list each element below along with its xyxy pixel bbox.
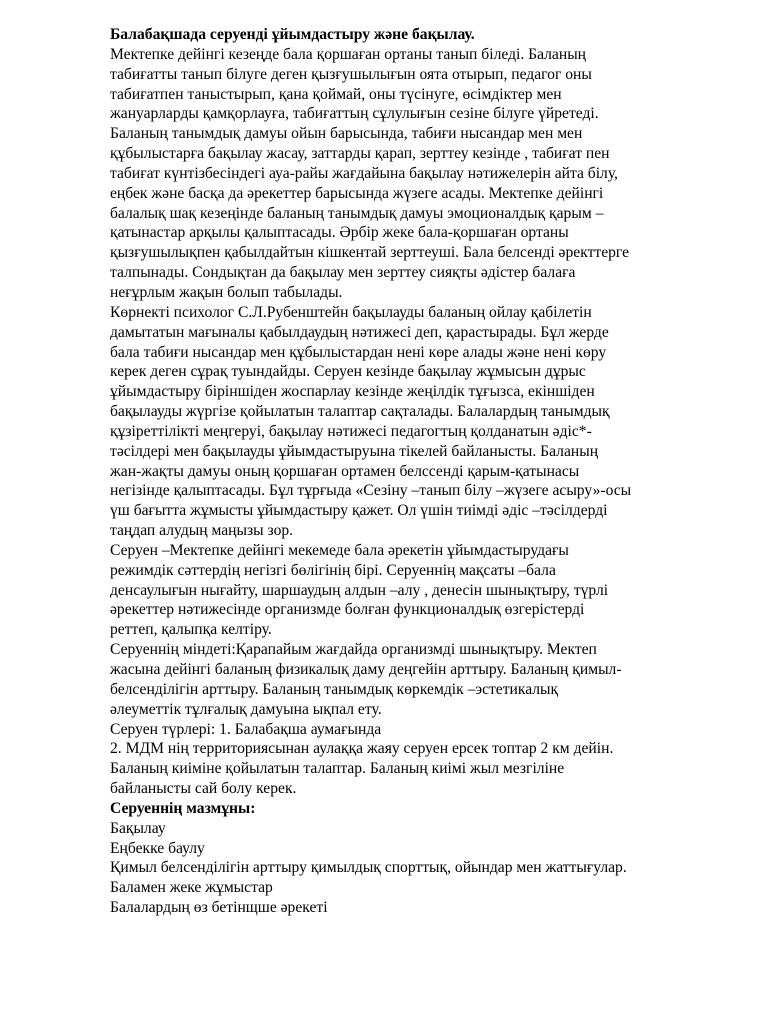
text-line: жан-жақты дамуы оның қоршаған ортамен белссенді қарым-қатынасы — [110, 462, 580, 480]
document-title: Балабақшада серуенді ұйымдастыру және бақылау. — [110, 26, 475, 43]
list-item: Еңбекке баулу — [110, 839, 205, 857]
text-line: Баланың киіміне қойылатын талаптар. Баланың киімі жыл мезгіліне — [110, 760, 565, 778]
text-line: табиғатпен таныстырып, қана қоймай, оны түсінуге, өсімдіктер мен — [110, 85, 562, 103]
text-line: дамытатын мағыналы қабылдаудың нәтижесі деп, қарастырады. Бұл жерде — [110, 323, 609, 341]
paragraph-walk-types — [110, 720, 730, 740]
text-line: Серуен –Мектепке дейінгі мекемеде бала әрекетін ұйымдастырудағы — [110, 541, 569, 559]
paragraph-walk-tasks — [110, 640, 730, 719]
text-line: талпынады. Сондықтан да бақылау мен зерттеу сияқты әдістер балаға — [110, 264, 576, 282]
list-item: Бақылау — [110, 819, 166, 837]
list-item: Баламен жеке жұмыстар — [110, 879, 273, 897]
list-item: Балалардың өз бетінщше әрекеті — [110, 899, 328, 917]
paragraph-walk-definition — [110, 541, 730, 640]
text-line: табиғатты танып білуге деген қызғушылығын оята отырып, педагог оны — [110, 65, 592, 83]
paragraph-rubenstein — [110, 303, 730, 541]
text-line: жасына дейінгі баланың физикалық даму деңгейін арттыру. Баланың қимыл- — [110, 661, 622, 678]
text-line: бақылауды жүргізе қойылатын талаптар сақталады. Балалардың танымдық — [110, 403, 610, 421]
text-line: Серуен түрлері: 1. Балабақша аумағында — [110, 720, 382, 738]
text-line: жануарларды қамқорлауға, табиғаттың сұлулығын сезіне білуге үйретеді. — [110, 105, 599, 123]
text-line: Көрнекті психолог С.Л.Рубенштейн бақылауды баланың ойлау қабілетін — [110, 303, 592, 321]
text-line: 2. МДМ нің территориясынан аулаққа жаяу серуен ерсек топтар 2 км дейін. — [110, 740, 614, 758]
text-line: денсаулығын нығайту, шаршаудың алдын –алу , денесін шынықтыру, түрлі — [110, 581, 609, 599]
content-heading: Серуеннің мазмұны: — [110, 799, 256, 817]
paragraph-intro — [110, 45, 730, 303]
text-line: реттеп, қалыпқа келтіру. — [110, 621, 272, 639]
list-item: Қимыл белсенділігін арттыру қимылдық спорттық, ойындар мен жаттығулар. — [110, 859, 627, 877]
text-line: балалық шақ кезеңінде баланың танымдық дамуы эмоционалдық қарым – — [110, 204, 604, 222]
text-line: байланысты сай болу керек. — [110, 780, 297, 798]
text-line: табиғат күнтізбесіндегі ауа-райы жағдайына бақылау нәтижелерін айта білу, — [110, 164, 618, 182]
text-line: керек деген сұрақ туындайды. Серуен кезінде бақылау жұмысын дұрыс — [110, 363, 586, 381]
text-line: қатынастар арқылы қалыптасады. Әрбір жеке бала-қоршаған ортаны — [110, 224, 569, 242]
text-line: ұйымдастыру біріншіден жоспарлау кезінде жеңілдік тұғызса, екіншіден — [110, 383, 595, 401]
text-line: белсенділігін арттыру. Баланың танымдық көркемдік –эстетикалық — [110, 680, 559, 698]
text-line: үш бағытта жұмысты ұйымдастыру қажет. Ол үшін тиімді әдіс –тәсілдерді — [110, 502, 608, 520]
text-line: Серуеннің міндеті:Қарапайым жағдайда организмді шынықтыру. Мектеп — [110, 641, 597, 659]
text-line: бала табиғи нысандар мен құбылыстардан нені көре алады және нені көру — [110, 343, 607, 361]
text-line: таңдап алудың маңызы зор. — [110, 522, 294, 540]
text-line: режимдік сәттердің негізгі бөлігінің бірі. Серуеннің мақсаты –бала — [110, 561, 556, 579]
text-line: әрекеттер нәтижесінде организмде болған функционалдық өзгерістерді — [110, 601, 585, 619]
text-line: Баланың танымдық дамуы ойын барысында, табиғи нысандар мен мен — [110, 125, 583, 143]
paragraph-walk-requirements — [110, 739, 730, 799]
text-line: Мектепке дейінгі кезеңде бала қоршаған ортаны танып біледі. Баланың — [110, 45, 587, 63]
text-line: құбылыстарға бақылау жасау, заттарды қарап, зерттеу кезінде , табиғат пен — [110, 145, 610, 163]
text-line: құзіреттілікті меңгеруі, бақылау нәтижесі педагогтың қолданатын әдіс*- — [110, 422, 592, 440]
text-line: қызғушылықпен қабылдайтын кішкентай зерттеуші. Бала белсенді әректтерге — [110, 244, 630, 262]
text-line: тәсілдері мен бақылауды ұйымдастыруына тікелей байланысты. Баланың — [110, 442, 599, 460]
text-line: негізінде қалыптасады. Бұл тұрғыда «Сезіну –танып білу –жүзеге асыру»-осы — [110, 482, 632, 500]
content-list — [110, 819, 730, 918]
text-line: неғұрлым жақын болып табылады. — [110, 283, 343, 301]
text-line: еңбек және басқа да әрекеттер барысында жүзеге асады. Мектепке дейінгі — [110, 184, 604, 202]
document-body — [110, 25, 730, 918]
text-line: әлеуметтік тұлғалық дамуына ықпал ету. — [110, 700, 382, 718]
